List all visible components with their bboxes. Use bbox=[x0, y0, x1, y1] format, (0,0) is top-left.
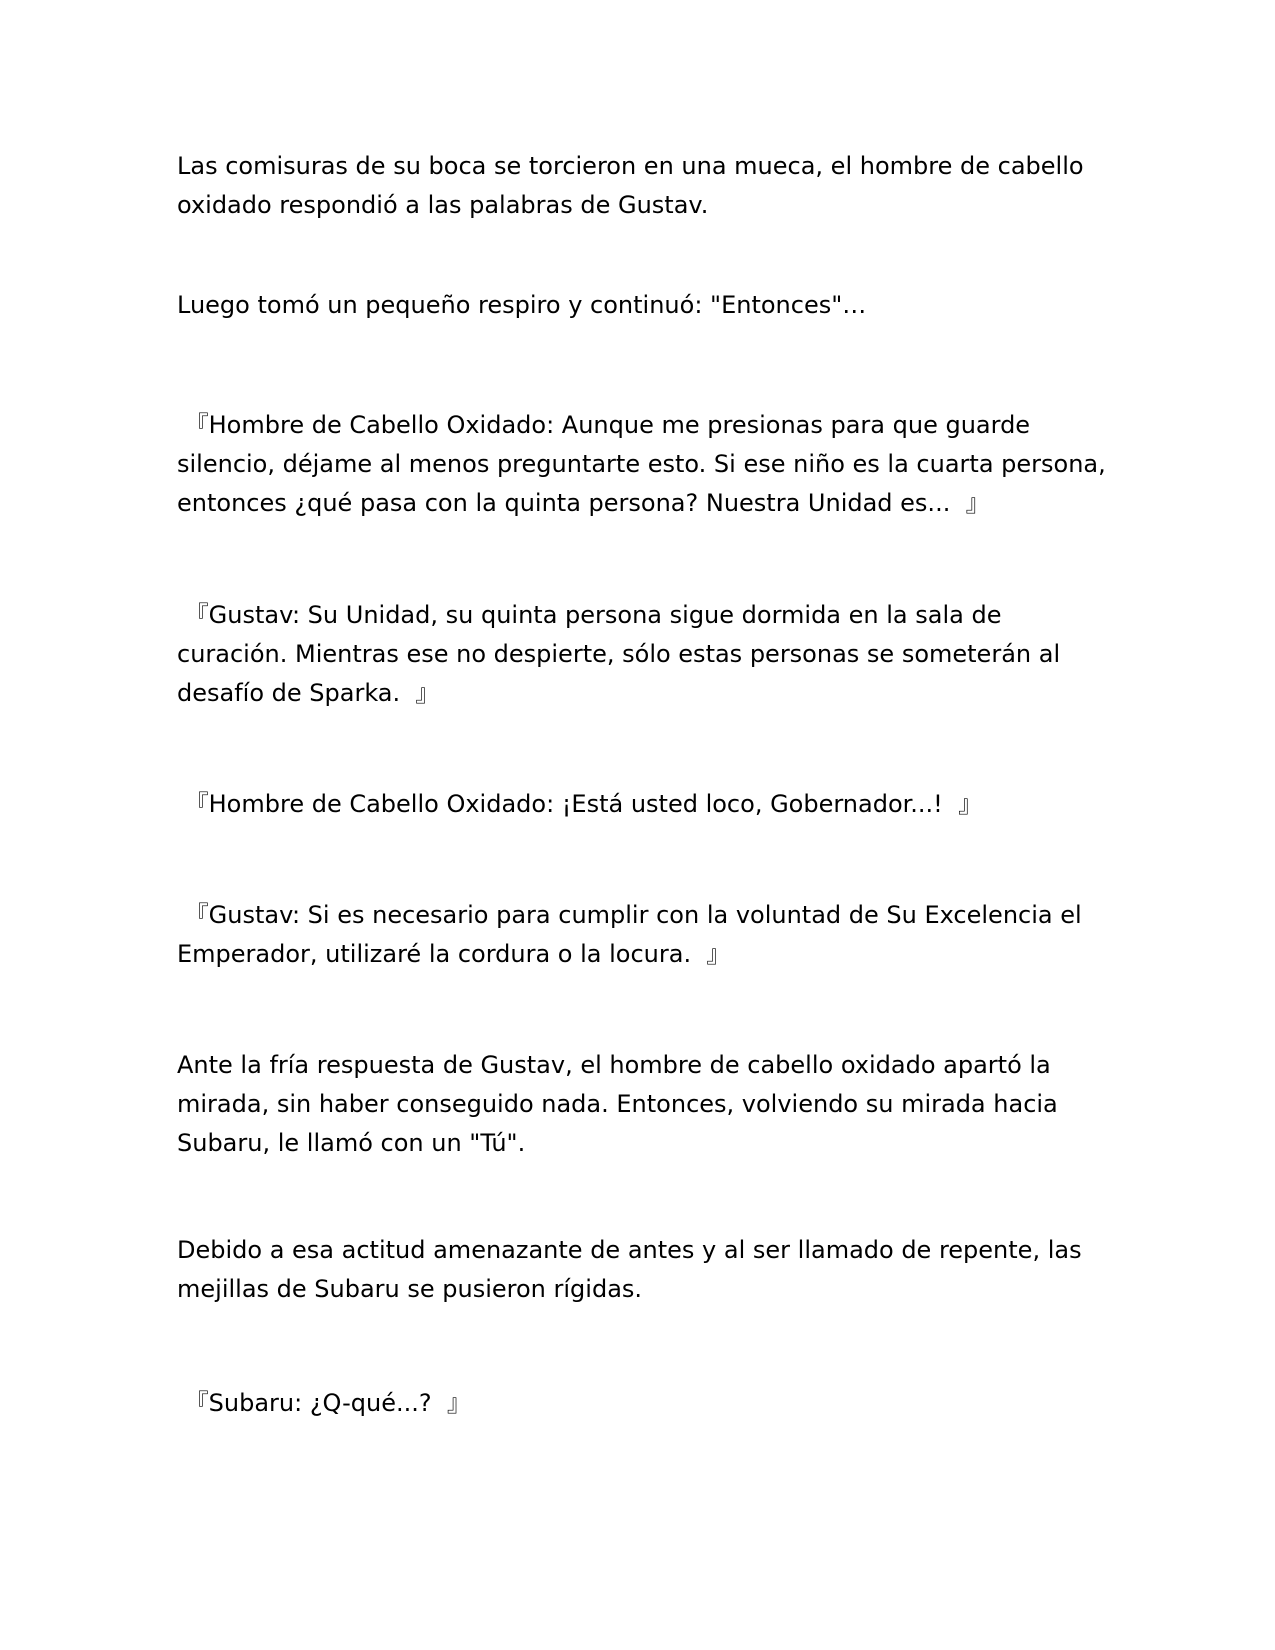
paragraph-dialogue-5: 『Subaru: ¿Q-qué...? 』 bbox=[177, 1389, 471, 1417]
paragraph-narration-2: Luego tomó un pequeño respiro y continuó: "Entonces"… bbox=[177, 291, 867, 319]
paragraph-dialogue-2: 『Gustav: Su Unidad, su quinta persona sigue dormida en la sala de curación. Mientras ese no despierte, sólo estas personas se someterán al desafío de Sparka. 』 bbox=[177, 601, 1068, 707]
paragraph-dialogue-1: 『Hombre de Cabello Oxidado: Aunque me presionas para que guarde silencio, déjame al menos preguntarte esto. Si ese niño es la cuarta persona, entonces ¿qué pasa con la quinta persona? Nuestra Unidad es... 』 bbox=[177, 411, 1114, 517]
paragraph-dialogue-3: 『Hombre de Cabello Oxidado: ¡Está usted loco, Gobernador...! 』 bbox=[177, 790, 983, 818]
paragraph-narration-3: Ante la fría respuesta de Gustav, el hombre de cabello oxidado apartó la mirada, sin haber conseguido nada. Entonces, volviendo su mirada hacia Subaru, le llamó con un "Tú". bbox=[177, 1051, 1066, 1157]
paragraph-narration-1: Las comisuras de su boca se torcieron en una mueca, el hombre de cabello oxidado respondió a las palabras de Gustav. bbox=[177, 152, 1092, 219]
paragraph-dialogue-4: 『Gustav: Si es necesario para cumplir con la voluntad de Su Excelencia el Emperador, utilizaré la cordura o la locura. 』 bbox=[177, 901, 1090, 968]
paragraph-narration-4: Debido a esa actitud amenazante de antes y al ser llamado de repente, las mejillas de Subaru se pusieron rígidas. bbox=[177, 1236, 1090, 1303]
